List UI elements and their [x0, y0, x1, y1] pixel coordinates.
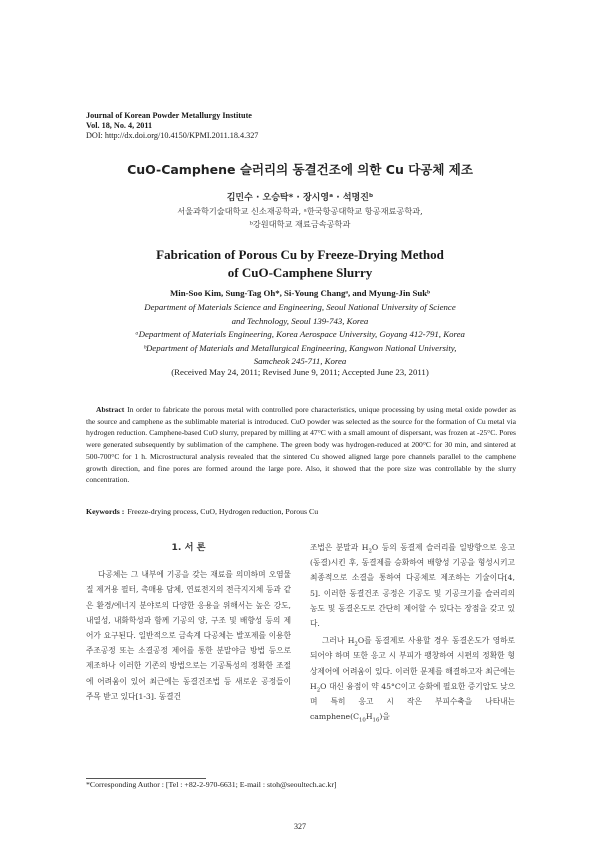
- section-heading-introduction: 1. 서 론: [171, 542, 206, 553]
- authors-korean: 김민수 · 오승탁* · 장시영ᵃ · 석명진ᵇ: [226, 193, 374, 203]
- body-column-right: [310, 540, 515, 724]
- keywords-label: Keywords :: [86, 507, 125, 516]
- abstract-text: In order to fabricate the porous metal with controlled pore characteristics, unique processing by using metal oxide powder as the source and camphene as the sublimable material is introduced. CuO powder was selected as the source for the formation of Cu metal via hydrogen reduction. Camphene-based CuO slurry, prepared by milling at 47°C with a small amount of dispersant, was frozen at -25°C. Pores were generated subsequently by sublimation of the camphene. The green body was hydrogen-reduced at 200°C for 30 min, and sintered at 500-700°C for 1 h. Microstructural analysis revealed that the sintered Cu showed aligned large pore channels parallel to the camphene growth direction, and fine pores are formed around the large pore. Also, it showed that the pore size was controllable by the slurry concentration.: [86, 405, 516, 485]
- body-paragraph: 그러나 $H_2O$를 동결제로 사용할 경우 동결온도가 영하로 되어야 하며 또한 응고 시 부피가 팽창하여 시편의 정확한 형상제어에 어려움이 있다. 이러한 문제를 해결하고자 최근에는 $H_2O$ 대신 융점이 약 45°C이고 승화에 필요한 증기압도 낮으며 특히 응고 시 작은 부피수축을 나타내는 $camphene(C_{10}H_{16})$을: [310, 636, 515, 724]
- journal-volume: Vol. 18, No. 4, 2011: [86, 121, 153, 131]
- affiliation-english-line: ᵃDepartment of Materials Engineering, Korea Aerospace University, Goyang 412-791, Korea: [135, 329, 465, 339]
- affiliation-english-line: Department of Materials Science and Engineering, Seoul National University of Science: [144, 302, 456, 312]
- keywords-text: Freeze-drying process, CuO, Hydrogen reduction, Porous Cu: [127, 507, 319, 516]
- title-english-line: Fabrication of Porous Cu by Freeze-Drying Method: [156, 247, 444, 262]
- footnote-divider: [86, 778, 206, 779]
- journal-header: [86, 111, 258, 142]
- received-dates: (Received May 24, 2011; Revised June 9, 2011; Accepted June 23, 2011): [171, 367, 429, 377]
- body-paragraph: 조법은 분말과 $H_2O$ 등의 동결제 슬러리를 일방향으로 응고(동결)시킨 후, 동결제를 승화하여 배향성 기공을 형성시키고 최종적으로 소결을 통하여 다공체로 제조하는 기술이다[4, 5]. 이러한 동결건조 공정은 기공도 및 기공크기를 슬러리의 농도 및 동결온도로 간단히 제어할 수 있다는 장점을 갖고 있다.: [310, 543, 516, 629]
- title-korean: CuO-Camphene 슬러리의 동결건조에 의한 Cu 다공체 제조: [127, 162, 473, 177]
- page-number: 327: [294, 822, 306, 831]
- title-english-line: of CuO-Camphene Slurry: [227, 265, 373, 280]
- keywords: [86, 507, 516, 516]
- affiliation-english-line: Samcheok 245-711, Korea: [253, 356, 347, 366]
- body-column-left: [86, 540, 291, 704]
- affiliation-english-line: ᵇDepartment of Materials and Metallurgical Engineering, Kangwon National University,: [143, 342, 457, 353]
- title-english: [0, 246, 600, 282]
- affiliations-english: [0, 301, 600, 369]
- affiliation-korean-line: 서울과학기술대학교 신소재공학과, ᵃ한국항공대학교 항공재료공학과,: [177, 206, 423, 216]
- abstract-label: Abstract: [96, 405, 125, 414]
- journal-doi[interactable]: DOI: http://dx.doi.org/10.4150/KPMI.2011.18.4.327: [86, 131, 259, 141]
- affiliation-english-line: and Technology, Seoul 139-743, Korea: [231, 315, 369, 326]
- journal-name: Journal of Korean Powder Metallurgy Institute: [86, 111, 252, 120]
- body-paragraph: 다공체는 그 내부에 기공을 갖는 재료를 의미하며 오염물질 제거용 필터, 촉매용 담체, 연료전지의 전극지지체 등과 같은 환경/에너지 분야로의 다양한 응용을 위해서는 높은 강도, 내열성, 내화학성과 함께 기공의 양, 구조 및 배향성 등의 제어가 요구된다. 일반적으로 금속계 다공체는 발포제를 이용한 주조공정 또는 소결공정 제어를 통한 분말야금 방법 등으로 제조하나 이러한 기존의 방법으로는 기공특성의 정확한 조절에 어려움이 있어 최근에는 동결건조법 등 새로운 공정들이 주목 받고 있다[1-3]. 동결건: [86, 570, 291, 701]
- affiliations-korean: [0, 205, 600, 231]
- affiliation-korean-line: ᵇ강원대학교 재료금속공학과: [249, 219, 351, 229]
- corresponding-author-footnote: *Corresponding Author : [Tel : +82-2-970-6631; E-mail : stoh@seoultech.ac.kr]: [86, 780, 337, 789]
- abstract: [86, 404, 516, 486]
- authors-english: Min-Soo Kim, Sung-Tag Oh*, Si-Young Changᵃ, and Myung-Jin Sukᵇ: [169, 288, 431, 298]
